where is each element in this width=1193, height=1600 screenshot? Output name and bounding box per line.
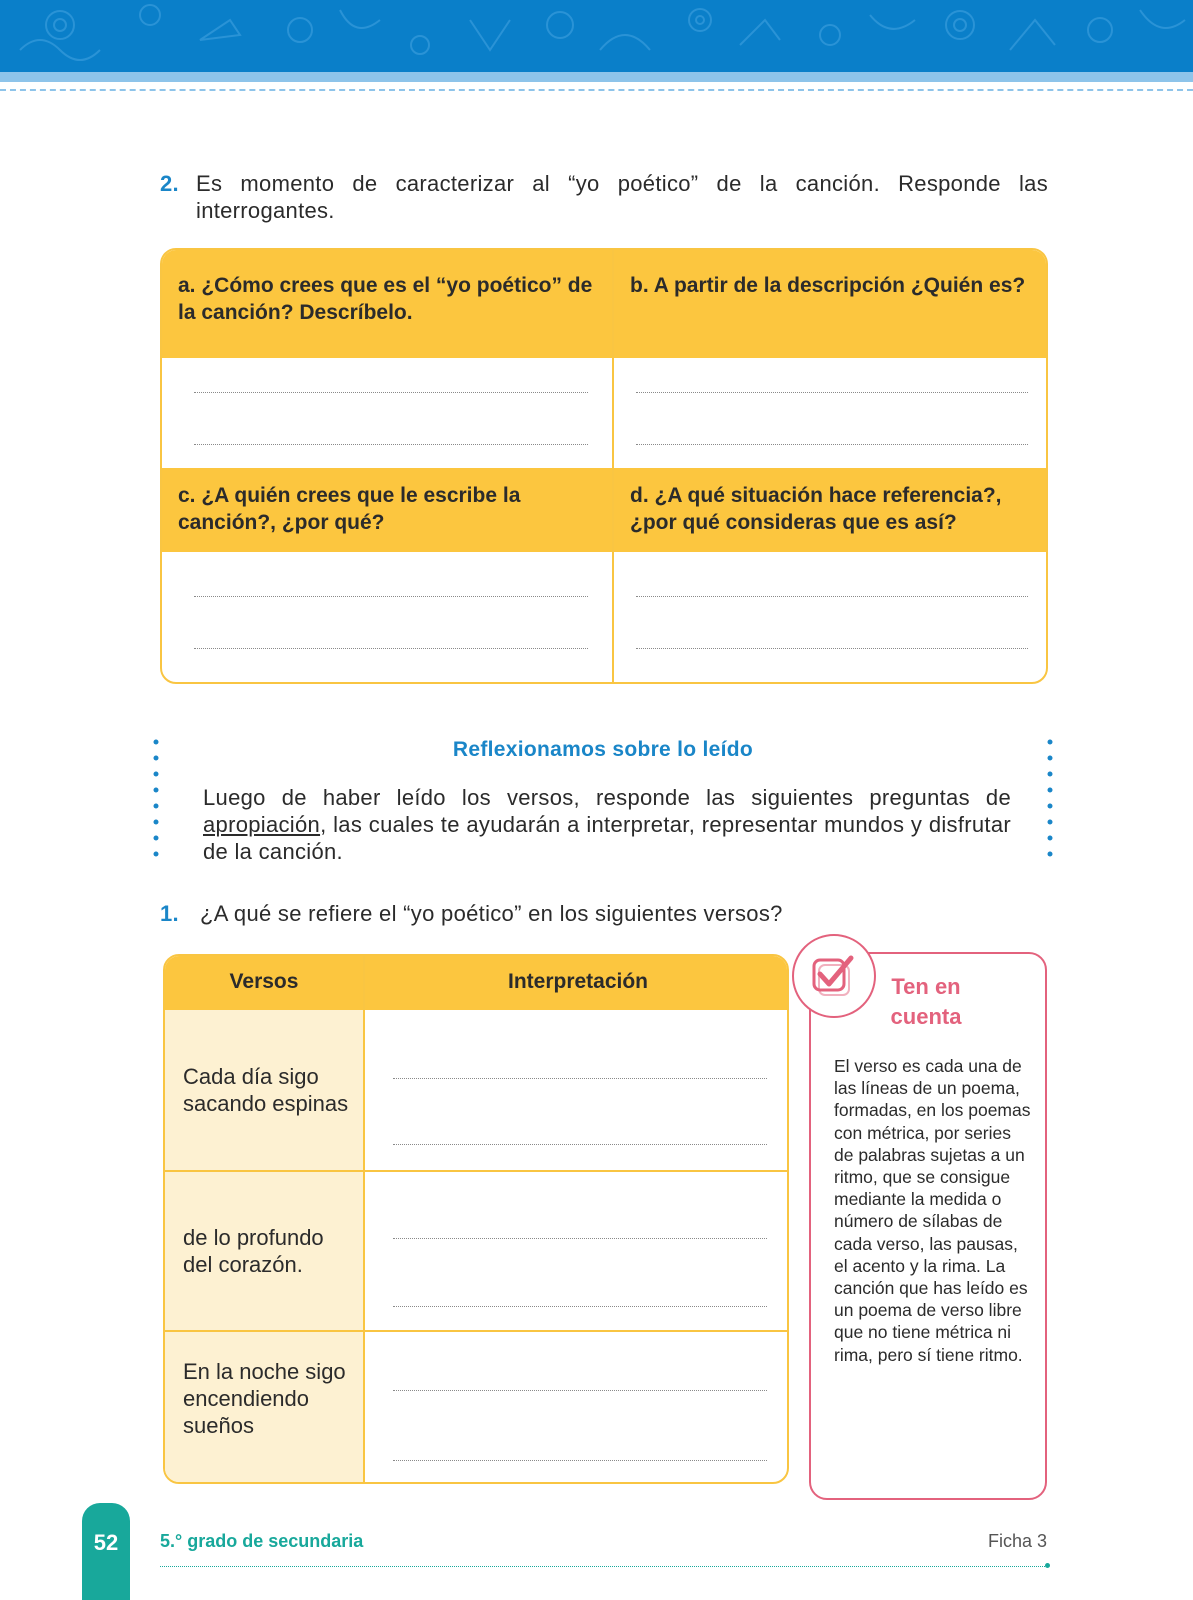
interpretation-line-1a[interactable]: [393, 1078, 767, 1079]
question-1: [160, 900, 860, 927]
grid-cell-c-header: c. ¿A quién crees que le escribe la canción?, ¿por qué?: [162, 468, 612, 552]
table-row-divider: [165, 1330, 789, 1332]
answer-line-c1[interactable]: [194, 596, 588, 597]
banner-doodles: [0, 0, 1193, 72]
interpretation-line-1b[interactable]: [393, 1144, 767, 1145]
answer-line-d1[interactable]: [636, 596, 1028, 597]
top-dashed-divider: [0, 89, 1193, 91]
page-number: 52: [93, 1530, 119, 1555]
question-number: 2.: [160, 171, 179, 196]
footer-divider: [160, 1566, 1047, 1567]
reflection-text-after: , las cuales te ayudarán a interpretar, representar mundos y disfrutar de la canción.: [203, 812, 1011, 864]
questions-grid: [160, 248, 1048, 684]
table-header: [165, 956, 789, 1010]
grid-cell-b-header: b. A partir de la descripción ¿Quién es?: [614, 250, 1048, 358]
ficha-label: Ficha 3: [987, 1531, 1047, 1551]
column-header-interpretacion: Interpretación: [507, 970, 649, 993]
answer-line-c2[interactable]: [194, 648, 588, 649]
verse-1: Cada día sigo sacando espinas: [183, 1064, 349, 1116]
answer-line-a1[interactable]: [194, 392, 588, 393]
answer-line-b2[interactable]: [636, 444, 1028, 445]
interpretation-line-2b[interactable]: [393, 1306, 767, 1307]
interpretation-line-3a[interactable]: [393, 1390, 767, 1391]
answer-line-d2[interactable]: [636, 648, 1028, 649]
footer-dot: [1045, 1563, 1050, 1568]
question-number: 1.: [160, 901, 179, 926]
interpretation-line-2a[interactable]: [393, 1238, 767, 1239]
reflection-section: [153, 738, 1053, 864]
interpretation-line-3b[interactable]: [393, 1460, 767, 1461]
answer-line-b1[interactable]: [636, 392, 1028, 393]
table-column-divider: [363, 956, 365, 1484]
question-text: ¿A qué se refiere el “yo poético” en los siguientes versos?: [200, 901, 783, 926]
top-banner: [0, 0, 1193, 72]
checkbox-check-icon: [794, 936, 874, 1016]
grid-cell-a-header: a. ¿Cómo crees que es el “yo poético” de la canción? Descríbelo.: [162, 250, 612, 358]
grid-divider: [612, 250, 614, 684]
grade-label: 5.° grado de secundaria: [160, 1531, 364, 1551]
tip-title: Ten en cuenta: [890, 974, 962, 1029]
column-header-versos: Versos: [229, 970, 299, 993]
table-row-divider: [165, 1170, 789, 1172]
reflection-text: [203, 784, 1011, 865]
reflection-underlined-word: apropiación: [203, 812, 321, 837]
verses-table: [163, 954, 789, 1484]
tip-icon-circle: [792, 934, 876, 1018]
top-stripe: [0, 72, 1193, 82]
answer-line-a2[interactable]: [194, 444, 588, 445]
verse-3: En la noche sigo encendiendo sueños: [183, 1359, 346, 1438]
grid-cell-d-header: d. ¿A qué situación hace referencia?, ¿por qué consideras que es así?: [614, 468, 1048, 552]
reflection-title: Reflexionamos sobre lo leído: [452, 738, 754, 761]
question-text: Es momento de caracterizar al “yo poético” de la canción. Responde las interrogantes.: [196, 171, 1048, 223]
tip-text: El verso es cada una de las líneas de un poema, formadas, en los poemas con métrica, por series de palabras sujetas a un ritmo, que se consigue mediante la medida o número de sílabas de cada verso, las pausas, el acento y la rima. La canción que has leído es un poema de verso libre que no tiene métrica ni rima, pero sí tiene ritmo.: [834, 1056, 1031, 1365]
verse-2: de lo profundo del corazón.: [183, 1225, 324, 1277]
reflection-text-before: Luego de haber leído los versos, responde las siguientes preguntas de: [203, 785, 1011, 810]
question-2: [160, 170, 1048, 224]
